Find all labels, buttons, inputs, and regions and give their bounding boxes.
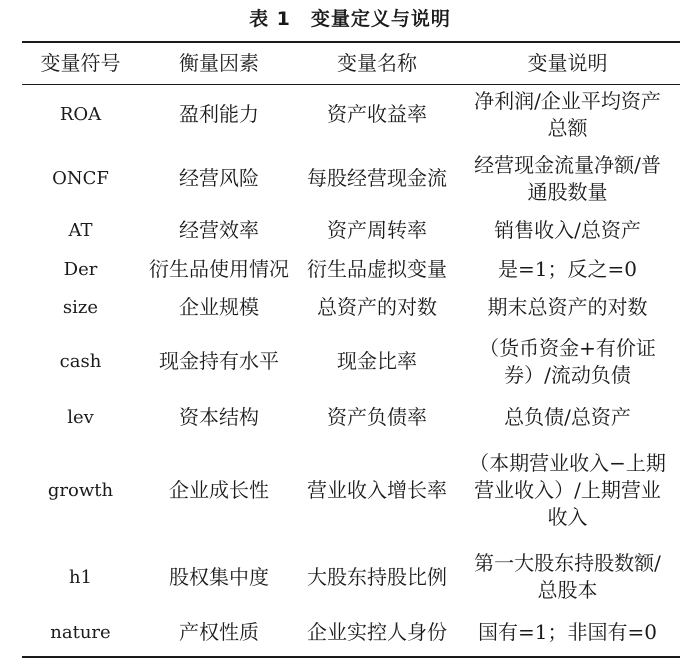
header-desc: 变量说明 — [527, 50, 608, 75]
cell-desc: 经营现金流量净额/普通股数量 — [474, 152, 661, 204]
cell-symbol: AT — [68, 220, 93, 241]
cell-symbol: cash — [59, 351, 102, 372]
header-factor: 衡量因素 — [179, 50, 259, 75]
cell-factor: 现金持有水平 — [159, 349, 279, 373]
cell-name: 衍生品虚拟变量 — [307, 257, 447, 281]
cell-desc: 净利润/企业平均资产总额 — [474, 88, 661, 140]
cell-desc: 销售收入/总资产 — [494, 218, 641, 242]
cell-symbol: Der — [63, 259, 98, 280]
cell-desc: （货币资金+有价证券）/流动负债 — [479, 335, 656, 387]
cell-name: 资产负债率 — [327, 404, 427, 429]
cell-factor: 企业成长性 — [169, 477, 269, 502]
cell-factor: 经营风险 — [179, 166, 259, 190]
cell-name: 企业实控人身份 — [307, 620, 447, 644]
table-row — [22, 437, 680, 543]
cell-factor: 产权性质 — [179, 620, 259, 644]
cell-factor: 资本结构 — [179, 404, 259, 429]
header-name: 变量名称 — [337, 50, 417, 75]
cell-desc: 总负债/总资产 — [504, 404, 631, 429]
cell-factor: 经营效率 — [179, 218, 259, 242]
table-row — [22, 326, 680, 397]
table-row — [22, 83, 680, 146]
table-row — [22, 250, 680, 289]
table-label: 表 1 — [249, 8, 291, 30]
cell-factor: 衍生品使用情况 — [149, 257, 289, 281]
cell-name: 总资产的对数 — [317, 295, 437, 319]
cell-desc: 期末总资产的对数 — [487, 295, 648, 319]
cell-factor: 企业规模 — [179, 295, 259, 319]
cell-symbol: growth — [47, 479, 114, 501]
cell-symbol: h1 — [68, 566, 93, 588]
table-row — [22, 211, 680, 250]
header-symbol: 变量符号 — [40, 50, 121, 75]
table-row — [22, 611, 680, 654]
cell-desc: 第一大股东持股数额/总股本 — [474, 551, 661, 602]
cell-factor: 股权集中度 — [169, 564, 269, 589]
cell-symbol: nature — [50, 622, 111, 643]
cell-factor: 盈利能力 — [179, 102, 259, 126]
table-caption: 变量定义与说明 — [310, 8, 451, 30]
table-row — [22, 397, 680, 437]
table-title — [0, 4, 700, 31]
cell-symbol: size — [62, 297, 99, 318]
cell-name: 资产收益率 — [327, 102, 427, 126]
cell-name: 每股经营现金流 — [307, 166, 447, 190]
cell-symbol: ROA — [59, 104, 102, 125]
cell-name: 营业收入增长率 — [307, 477, 447, 502]
cell-symbol: ONCF — [52, 168, 109, 189]
table-row — [22, 289, 680, 326]
table-row — [22, 146, 680, 211]
cell-desc: 国有=1；非国有=0 — [478, 620, 657, 644]
cell-name: 资产周转率 — [327, 218, 427, 242]
variable-table — [22, 43, 680, 654]
cell-desc: 是=1；反之=0 — [498, 257, 637, 281]
header-row — [22, 43, 680, 83]
bottom-rule — [22, 656, 680, 658]
cell-symbol: lev — [67, 406, 94, 428]
cell-name: 大股东持股比例 — [307, 564, 447, 589]
table-row — [22, 543, 680, 611]
cell-desc: （本期营业收入−上期营业收入）/上期营业收入 — [469, 450, 666, 529]
cell-name: 现金比率 — [337, 349, 417, 373]
